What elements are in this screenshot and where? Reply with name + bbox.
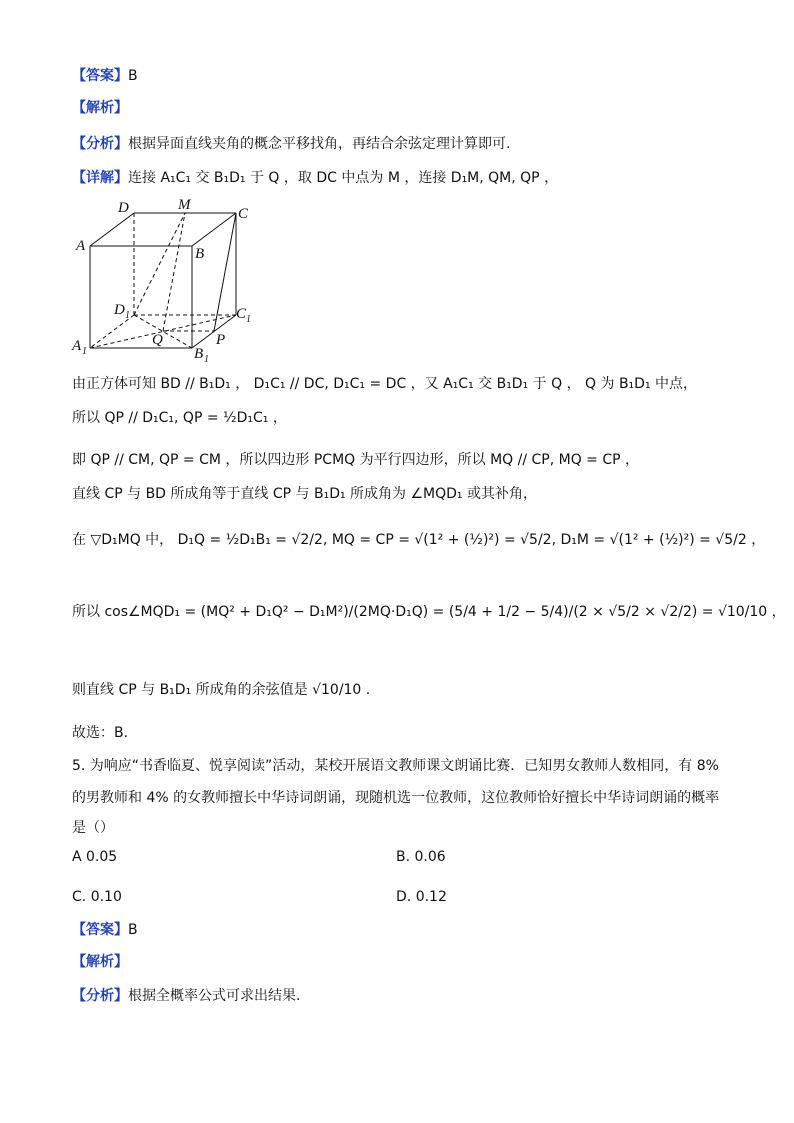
option-a[interactable] — [72, 849, 117, 865]
answer-tag: 【答案】 — [72, 68, 128, 84]
solution-line-6: 所以 cos∠MQD₁ = (MQ² + D₁Q² − D₁M²)/(2MQ·D₁Q) = (5/4 + 1/2 − 5/4)/(2 × √5/2 × √2/2) = √10/10 ， — [72, 604, 786, 620]
label-D1-sub: 1 — [125, 310, 130, 321]
label-B1: B — [194, 346, 204, 362]
option-b-value: 0.06 — [414, 849, 446, 865]
q5-answer-line — [72, 920, 138, 940]
q5-stem-line-2: 的男教师和 4% 的女教师擅长中华诗词朗诵，现随机选一位教师，这位教师恰好擅长中华诗词朗诵的概率 — [72, 790, 720, 806]
label-B1-sub: 1 — [204, 354, 209, 363]
label-D: D — [118, 200, 129, 216]
option-c-value: 0.10 — [90, 889, 122, 905]
answer-line — [72, 66, 138, 86]
option-a-value: 0.05 — [86, 849, 118, 865]
label-B: B — [195, 246, 205, 262]
solution-line-2: 所以 QP // D₁C₁, QP = ½D₁C₁ ， — [72, 410, 287, 426]
analysis-tag: 解析 — [86, 100, 114, 116]
fenxi-tag: 【分析】 — [72, 136, 128, 152]
solution-line-5: 在 ▽D₁MQ 中， D₁Q = ½D₁B₁ = √2/2, MQ = CP = √(1² + (½)²) = √5/2, D₁M = √(1² + (½)²) = √5/2 ， — [72, 532, 766, 548]
q5-fenxi-tag: 【分析】 — [72, 988, 128, 1004]
q5-stem-line-1: 5. 为响应“书香临夏、悦享阅读”活动，某校开展语文教师课文朗诵比赛．已知男女教师人数相同，有 8% — [72, 758, 719, 774]
cube-figure — [68, 198, 268, 363]
q5-analysis-heading — [72, 952, 128, 972]
option-c[interactable] — [72, 889, 122, 905]
fenxi-text: 根据异面直线夹角的概念平移找角，再结合余弦定理计算即可. — [128, 136, 511, 152]
xiangjie-tag: 【详解】 — [72, 170, 128, 186]
option-b[interactable] — [396, 849, 446, 865]
solution-line-4: 直线 CP 与 BD 所成角等于直线 CP 与 B₁D₁ 所成角为 ∠MQD₁ 或其补角， — [72, 486, 537, 502]
option-c-label: C. — [72, 889, 87, 905]
label-A1-sub: 1 — [82, 346, 87, 357]
xiangjie-text: 连接 A₁C₁ 交 B₁D₁ 于 Q ，取 DC 中点为 M ，连接 D₁M, QM, QP ， — [128, 170, 559, 186]
option-d-label: D. — [396, 889, 412, 905]
label-P: P — [216, 332, 226, 348]
label-Q: Q — [152, 332, 163, 348]
label-C1-sub: 1 — [246, 314, 251, 325]
q5-fenxi-text: 根据全概率公式可求出结果. — [128, 988, 301, 1004]
fenxi-line — [72, 134, 510, 154]
label-A1: A — [72, 338, 82, 354]
xiangjie-line — [72, 168, 558, 188]
q5-fenxi-line — [72, 986, 300, 1006]
solution-line-3: 即 QP // CM, QP = CM ，所以四边形 PCMQ 为平行四边形，所以 MQ // CP, MQ = CP ， — [72, 452, 640, 468]
guxuan-line: 故选：B. — [72, 725, 129, 741]
label-A: A — [76, 238, 86, 254]
q5-answer-tag: 【答案】 — [72, 922, 128, 938]
q5-answer-value: B — [128, 922, 138, 938]
q5-analysis-tag: 【解析】 — [72, 954, 128, 970]
option-d[interactable] — [396, 889, 447, 905]
option-d-value: 0.12 — [415, 889, 447, 905]
label-C1: C — [236, 306, 247, 322]
analysis-heading: 【解析】 — [72, 100, 128, 116]
option-b-label: B. — [396, 849, 411, 865]
label-D1: D — [114, 302, 125, 318]
solution-line-1: 由正方体可知 BD // B₁D₁ ， D₁C₁ // DC, D₁C₁ = DC ，又 A₁C₁ 交 B₁D₁ 于 Q ， Q 为 B₁D₁ 中点， — [72, 376, 698, 392]
solution-line-7: 则直线 CP 与 B₁D₁ 所成角的余弦值是 √10/10 . — [72, 682, 371, 698]
label-C: C — [238, 206, 249, 222]
q5-stem-line-3: 是（） — [72, 820, 114, 836]
answer-value: B — [128, 68, 138, 84]
option-a-label: A — [72, 849, 82, 865]
label-M: M — [178, 198, 191, 213]
